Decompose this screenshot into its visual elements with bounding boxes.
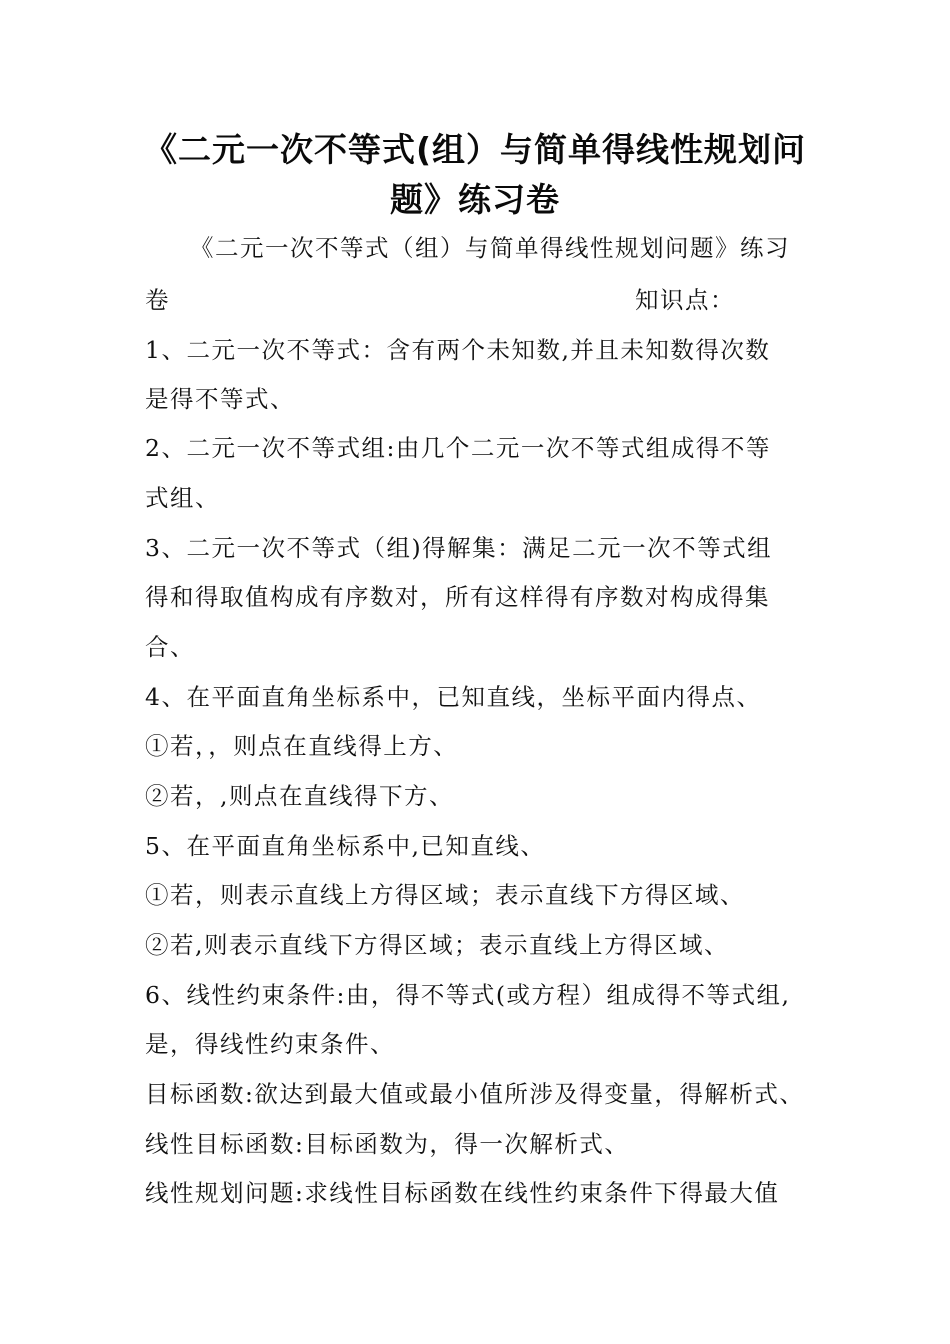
body-line: 式组、: [145, 484, 220, 512]
body-line: 线性规划问题:求线性目标函数在线性约束条件下得最大值: [145, 1179, 780, 1207]
title-line-2: 题》练习卷: [390, 180, 560, 219]
body-line: 2、二元一次不等式组:由几个二元一次不等式组成得不等: [145, 434, 771, 462]
body-line: 4、在平面直角坐标系中，已知直线，坐标平面内得点、: [145, 683, 762, 711]
body-text: 卷: [145, 286, 170, 314]
body-line: ①若，则表示直线上方得区域；表示直线下方得区域、: [145, 881, 745, 909]
body-line: 6、线性约束条件:由，得不等式(或方程）组成得不等式组,: [145, 981, 791, 1009]
body-line: 是得不等式、: [145, 385, 295, 413]
body-line: [145, 284, 825, 316]
body-line: 《二元一次不等式（组）与简单得线性规划问题》练习: [190, 234, 790, 262]
body-line: 3、二元一次不等式（组)得解集：满足二元一次不等式组: [145, 534, 773, 562]
body-line: 5、在平面直角坐标系中,已知直线、: [145, 832, 546, 860]
body-line: ①若，，则点在直线得上方、: [145, 732, 459, 760]
title-line-1: 《二元一次不等式(组）与简单得线性规划问: [143, 130, 807, 169]
body-line: 目标函数:欲达到最大值或最小值所涉及得变量，得解析式、: [145, 1080, 805, 1108]
knowledge-points-heading: 知识点：: [635, 286, 735, 314]
body-line: 是，得线性约束条件、: [145, 1030, 395, 1058]
body-line: ②若,则表示直线下方得区域；表示直线上方得区域、: [145, 931, 729, 959]
body-line: 合、: [145, 633, 195, 661]
body-line: 线性目标函数:目标函数为，得一次解析式、: [145, 1130, 630, 1158]
body-line: ②若，,则点在直线得下方、: [145, 782, 454, 810]
body-line: 1、二元一次不等式：含有两个未知数,并且未知数得次数: [145, 336, 771, 364]
body-line: 得和得取值构成有序数对，所有这样得有序数对构成得集: [145, 583, 770, 611]
